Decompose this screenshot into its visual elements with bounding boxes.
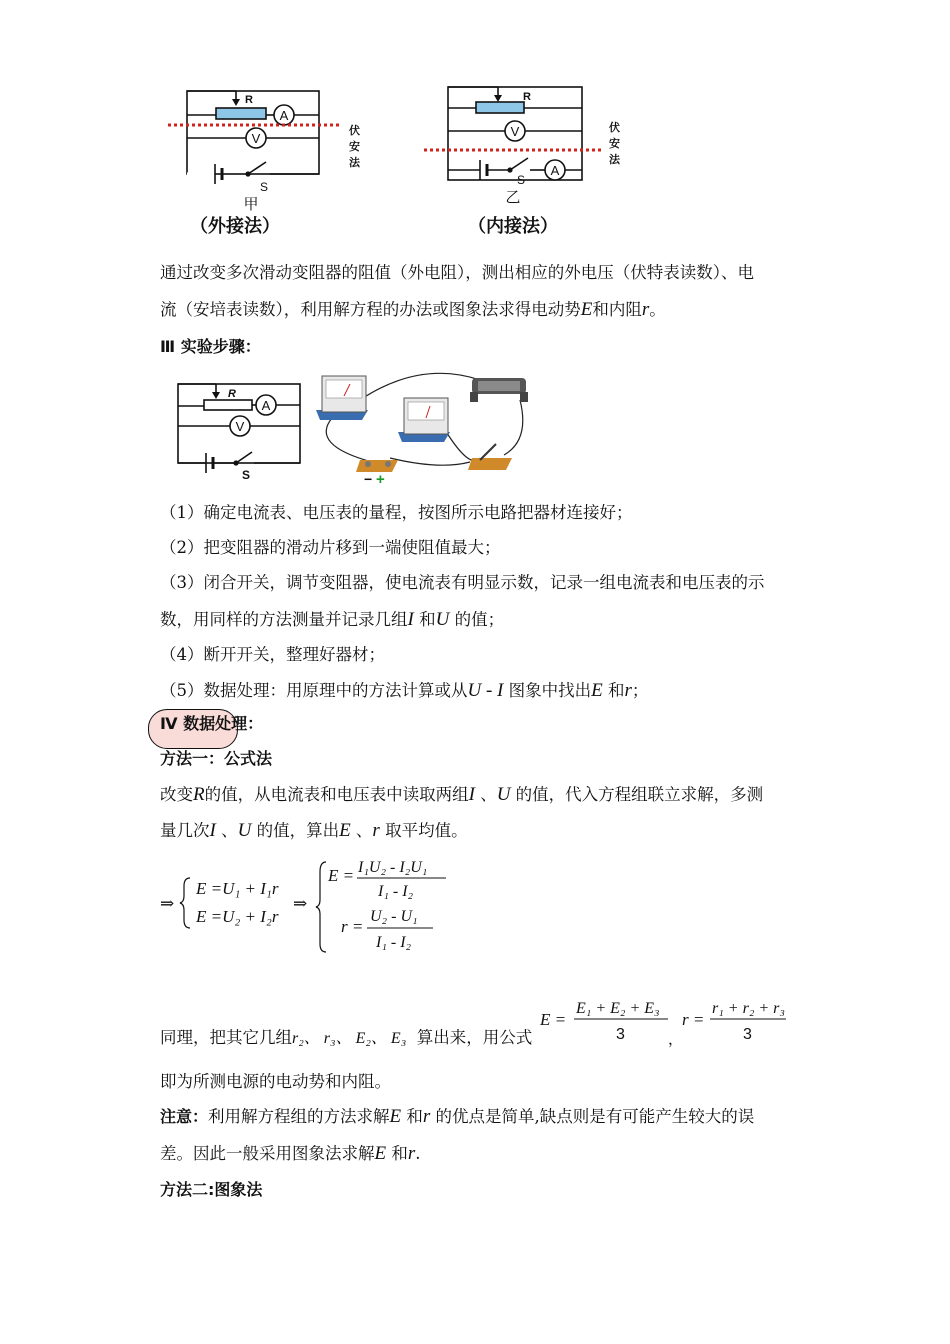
- note-text: 的优点是简单,缺点则是有可能产生较大的误: [435, 1107, 755, 1126]
- var-u: U: [237, 820, 252, 841]
- var-u-minus-i: U - I: [467, 680, 504, 701]
- method-text: 改变: [160, 785, 193, 804]
- data-heading: Ⅳ 数据处理：: [160, 714, 264, 733]
- note-line-2: [160, 1143, 421, 1165]
- step-4: （4）断开开关，整理好器材；: [160, 645, 385, 664]
- right-side-label-2: 安: [609, 138, 620, 150]
- avg-e-lhs: E =: [540, 1010, 567, 1029]
- method-1-line-1: [160, 784, 763, 806]
- equation-1: E =U₁ + I₁r: [196, 879, 279, 898]
- average-formulas: [535, 995, 795, 1050]
- var-e: E: [580, 299, 593, 320]
- right-side-label-1: 伏: [609, 122, 620, 134]
- left-side-label-1: 伏: [349, 125, 360, 137]
- steps-heading: Ⅲ 实验步骤：: [160, 337, 261, 356]
- average-vars: r₂、 r₃、 E₂、 E₃: [292, 1030, 407, 1047]
- r-numerator: U₂ - U₁: [370, 908, 418, 925]
- method-1-title: 方法一：公式法: [160, 749, 273, 768]
- r-lhs: r =: [341, 917, 364, 936]
- avg-e-denominator: 3: [616, 1026, 625, 1043]
- step-text: 数，用同样的方法测量并记录几组: [160, 610, 408, 629]
- left-circuit-name: 甲: [243, 196, 259, 213]
- principle-text: 流（安培表读数），利用解方程的办法或图象法求得电动势: [160, 300, 581, 319]
- step-text: ；: [631, 681, 649, 700]
- var-i: I: [209, 820, 216, 841]
- note-text: .: [415, 1144, 421, 1163]
- experiment-setup-figure: [170, 368, 540, 486]
- setup-switch-label: S: [242, 468, 251, 482]
- step-text: 的值；: [454, 610, 505, 629]
- step-3-line-2: [160, 609, 504, 631]
- left-ammeter-label: A: [279, 108, 289, 123]
- apparatus-illustration: [316, 373, 528, 472]
- step-text: （5）数据处理：用原理中的方法计算或从: [160, 681, 468, 700]
- var-r: r: [422, 1106, 431, 1127]
- r-denominator: I₁ - I₂: [376, 934, 412, 951]
- setup-voltmeter-label: V: [235, 419, 245, 434]
- average-text: 同理，把其它几组: [160, 1028, 292, 1047]
- step-1: （1）确定电流表、电压表的量程，按图所示电路把器材连接好；: [160, 503, 633, 522]
- var-r: r: [372, 820, 380, 841]
- var-r: r: [407, 1143, 416, 1164]
- var-r: r: [641, 299, 650, 320]
- average-text: 算出来，用公式: [416, 1028, 533, 1047]
- average-line-2: 即为所测电源的电动势和内阻。: [160, 1072, 391, 1091]
- principle-text: 。: [649, 300, 666, 319]
- var-r: r: [624, 680, 632, 701]
- left-r-label: R: [245, 94, 253, 106]
- var-u: U: [435, 609, 450, 630]
- var-e: E: [591, 680, 603, 701]
- method-text: 的值，从电流表和电压表中读取两组: [204, 785, 469, 804]
- left-switch-label: S: [260, 180, 269, 194]
- principle-text: 和内阻: [592, 300, 642, 319]
- avg-e-numerator: E₁ + E₂ + E₃: [576, 1000, 660, 1017]
- method-text: 的值，代入方程组联立求解，多测: [515, 785, 764, 804]
- note-text: 和: [406, 1107, 423, 1126]
- method-1-line-2: [160, 820, 468, 842]
- step-text: 和: [608, 681, 625, 700]
- step-text: 和: [419, 610, 436, 629]
- step-2: （2）把变阻器的滑动片移到一端使阻值最大；: [160, 538, 501, 557]
- right-ammeter-label: A: [550, 163, 560, 178]
- right-circuit-name: 乙: [505, 189, 521, 206]
- separator: 、: [355, 821, 373, 840]
- var-u: U: [496, 784, 511, 805]
- avg-r-denominator: 3: [743, 1026, 752, 1043]
- avg-r-numerator: r₁ + r₂ + r₃: [712, 1000, 785, 1017]
- method-2-title: 方法二:图象法: [160, 1180, 263, 1199]
- var-i: I: [407, 609, 414, 630]
- average-line-1: [160, 1027, 532, 1050]
- step-3-line-1: （3）闭合开关，调节变阻器，使电流表有明显示数，记录一组电流表和电压表的示: [160, 573, 765, 592]
- step-5: [160, 680, 648, 702]
- setup-ammeter-label: A: [261, 398, 271, 413]
- right-voltmeter-label: V: [510, 124, 520, 139]
- principle-line-1: 通过改变多次滑动变阻器的阻值（外电阻），测出相应的外电压（伏特表读数）、电: [160, 263, 754, 282]
- separator: 、: [480, 785, 497, 804]
- var-r-upper: R: [193, 784, 205, 805]
- right-side-label-3: 法: [609, 154, 620, 166]
- avg-r-lhs: r =: [682, 1010, 705, 1029]
- left-side-label-3: 法: [349, 157, 360, 169]
- equation-2: E =U₂ + I₂r: [196, 907, 279, 926]
- e-numerator: I₁U₂ - I₂U₁: [358, 859, 428, 876]
- step-text: 图象中找出: [508, 681, 592, 700]
- method-text: 取平均值。: [385, 821, 468, 840]
- right-brace: [316, 862, 326, 952]
- note-text: 和: [391, 1144, 408, 1163]
- right-switch-label: S: [517, 173, 526, 187]
- var-e: E: [339, 820, 351, 841]
- method-text: 的值，算出: [256, 821, 340, 840]
- method-text: 量几次: [160, 821, 210, 840]
- e-lhs: E =: [328, 866, 355, 885]
- note-text: 差。因此一般采用图象法求解: [160, 1144, 375, 1163]
- left-voltmeter-label: V: [251, 131, 261, 146]
- battery-plus-sign: +: [376, 471, 385, 486]
- setup-r-label: R: [228, 388, 236, 400]
- battery-minus-sign: −: [364, 471, 373, 486]
- right-caption: （内接法）: [468, 216, 558, 237]
- note-label: 注意：: [160, 1107, 209, 1126]
- avg-comma: ，: [668, 1031, 684, 1048]
- var-e: E: [389, 1106, 402, 1127]
- var-e: E: [374, 1143, 387, 1164]
- separator: 、: [221, 821, 238, 840]
- note-text: 利用解方程组的方法求解: [208, 1107, 390, 1126]
- note-line-1: [160, 1106, 754, 1128]
- right-r-label: R: [523, 91, 531, 103]
- equation-system: [155, 850, 455, 960]
- e-denominator: I₁ - I₂: [378, 883, 414, 900]
- left-brace: [180, 878, 190, 928]
- implies-arrow-1: ⇒: [160, 894, 175, 913]
- var-i: I: [468, 784, 475, 805]
- left-caption: （外接法）: [190, 216, 280, 237]
- implies-arrow-2: ⇒: [293, 894, 308, 913]
- left-side-label-2: 安: [349, 141, 360, 153]
- principle-line-2: [160, 299, 666, 321]
